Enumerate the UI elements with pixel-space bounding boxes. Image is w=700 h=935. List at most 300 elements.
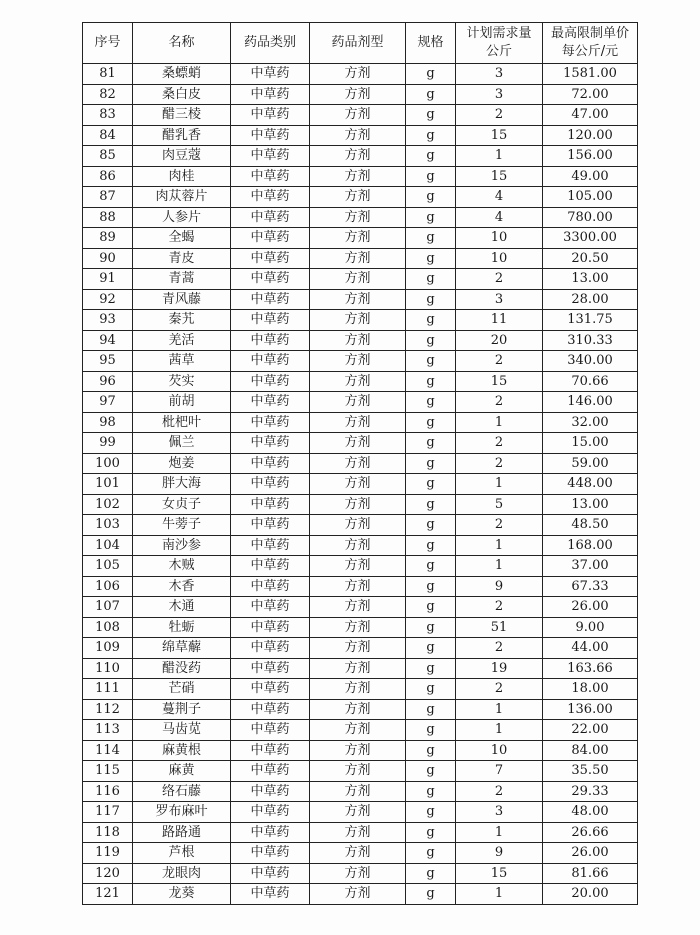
cell-specification: g: [406, 248, 456, 269]
cell-max-unit-price: 131.75: [543, 310, 638, 331]
cell-dosage-form: 方剂: [310, 515, 406, 536]
herb-price-table: [82, 22, 638, 905]
cell-planned-quantity: 4: [456, 187, 543, 208]
cell-specification: g: [406, 84, 456, 105]
table-row: [83, 576, 638, 597]
cell-dosage-form: 方剂: [310, 392, 406, 413]
cell-planned-quantity: 15: [456, 125, 543, 146]
cell-dosage-form: 方剂: [310, 658, 406, 679]
cell-max-unit-price: 15.00: [543, 433, 638, 454]
cell-name: 马齿苋: [133, 720, 231, 741]
table-row: [83, 207, 638, 228]
cell-planned-quantity: 10: [456, 740, 543, 761]
cell-specification: g: [406, 781, 456, 802]
cell-drug-category: 中草药: [231, 884, 310, 905]
cell-drug-category: 中草药: [231, 248, 310, 269]
cell-drug-category: 中草药: [231, 207, 310, 228]
cell-name: 牛蒡子: [133, 515, 231, 536]
cell-max-unit-price: 48.50: [543, 515, 638, 536]
cell-specification: g: [406, 535, 456, 556]
cell-name: 肉桂: [133, 166, 231, 187]
cell-specification: g: [406, 453, 456, 474]
cell-max-unit-price: 72.00: [543, 84, 638, 105]
cell-serial-number: 82: [83, 84, 133, 105]
table-row: [83, 699, 638, 720]
cell-planned-quantity: 51: [456, 617, 543, 638]
cell-dosage-form: 方剂: [310, 453, 406, 474]
cell-drug-category: 中草药: [231, 84, 310, 105]
header-planned-quantity: [456, 23, 543, 64]
table-row: [83, 166, 638, 187]
cell-name: 茜草: [133, 351, 231, 372]
table-row: [83, 330, 638, 351]
cell-max-unit-price: 29.33: [543, 781, 638, 802]
cell-specification: g: [406, 166, 456, 187]
cell-planned-quantity: 1: [456, 556, 543, 577]
cell-serial-number: 111: [83, 679, 133, 700]
cell-dosage-form: 方剂: [310, 679, 406, 700]
cell-name: 肉苁蓉片: [133, 187, 231, 208]
cell-max-unit-price: 120.00: [543, 125, 638, 146]
cell-serial-number: 120: [83, 863, 133, 884]
cell-drug-category: 中草药: [231, 781, 310, 802]
cell-dosage-form: 方剂: [310, 310, 406, 331]
cell-max-unit-price: 28.00: [543, 289, 638, 310]
cell-planned-quantity: 1: [456, 699, 543, 720]
cell-specification: g: [406, 494, 456, 515]
cell-planned-quantity: 9: [456, 843, 543, 864]
cell-name: 牡蛎: [133, 617, 231, 638]
cell-serial-number: 87: [83, 187, 133, 208]
cell-serial-number: 84: [83, 125, 133, 146]
table-row: [83, 720, 638, 741]
cell-drug-category: 中草药: [231, 371, 310, 392]
header-specification: 规格: [406, 23, 456, 64]
cell-planned-quantity: 3: [456, 289, 543, 310]
header-max-unit-price: [543, 23, 638, 64]
cell-name: 路路通: [133, 822, 231, 843]
cell-specification: g: [406, 310, 456, 331]
cell-planned-quantity: 1: [456, 535, 543, 556]
header-planned-quantity-line1: 计划需求量: [466, 26, 532, 41]
cell-specification: g: [406, 207, 456, 228]
cell-specification: g: [406, 474, 456, 495]
cell-planned-quantity: 1: [456, 146, 543, 167]
cell-serial-number: 118: [83, 822, 133, 843]
cell-drug-category: 中草药: [231, 351, 310, 372]
cell-drug-category: 中草药: [231, 330, 310, 351]
cell-serial-number: 104: [83, 535, 133, 556]
cell-serial-number: 121: [83, 884, 133, 905]
header-planned-quantity-unit: 公斤: [485, 44, 512, 59]
cell-max-unit-price: 37.00: [543, 556, 638, 577]
table-row: [83, 310, 638, 331]
cell-serial-number: 86: [83, 166, 133, 187]
cell-serial-number: 94: [83, 330, 133, 351]
cell-drug-category: 中草药: [231, 638, 310, 659]
header-dosage-form: 药品剂型: [310, 23, 406, 64]
cell-planned-quantity: 2: [456, 351, 543, 372]
cell-serial-number: 89: [83, 228, 133, 249]
cell-planned-quantity: 19: [456, 658, 543, 679]
table-row: [83, 392, 638, 413]
cell-specification: g: [406, 658, 456, 679]
cell-specification: g: [406, 412, 456, 433]
cell-drug-category: 中草药: [231, 125, 310, 146]
table-row: [83, 679, 638, 700]
header-max-unit-price-line1: 最高限制单价: [550, 26, 629, 41]
cell-planned-quantity: 1: [456, 412, 543, 433]
cell-specification: g: [406, 187, 456, 208]
cell-name: 人参片: [133, 207, 231, 228]
table-row: [83, 884, 638, 905]
cell-planned-quantity: 10: [456, 228, 543, 249]
cell-max-unit-price: 163.66: [543, 658, 638, 679]
cell-planned-quantity: 2: [456, 453, 543, 474]
table-row: [83, 658, 638, 679]
cell-planned-quantity: 2: [456, 597, 543, 618]
cell-drug-category: 中草药: [231, 658, 310, 679]
cell-dosage-form: 方剂: [310, 474, 406, 495]
cell-planned-quantity: 2: [456, 515, 543, 536]
cell-dosage-form: 方剂: [310, 863, 406, 884]
table-row: [83, 187, 638, 208]
cell-max-unit-price: 340.00: [543, 351, 638, 372]
table-row: [83, 802, 638, 823]
cell-dosage-form: 方剂: [310, 146, 406, 167]
cell-specification: g: [406, 351, 456, 372]
cell-planned-quantity: 20: [456, 330, 543, 351]
cell-max-unit-price: 136.00: [543, 699, 638, 720]
cell-specification: g: [406, 105, 456, 126]
cell-max-unit-price: 49.00: [543, 166, 638, 187]
cell-name: 枇杷叶: [133, 412, 231, 433]
cell-planned-quantity: 1: [456, 822, 543, 843]
cell-max-unit-price: 48.00: [543, 802, 638, 823]
table-body: [83, 64, 638, 905]
cell-max-unit-price: 146.00: [543, 392, 638, 413]
cell-serial-number: 116: [83, 781, 133, 802]
cell-max-unit-price: 156.00: [543, 146, 638, 167]
cell-serial-number: 83: [83, 105, 133, 126]
cell-dosage-form: 方剂: [310, 843, 406, 864]
cell-dosage-form: 方剂: [310, 289, 406, 310]
cell-planned-quantity: 9: [456, 576, 543, 597]
table-row: [83, 822, 638, 843]
cell-name: 炮姜: [133, 453, 231, 474]
cell-name: 木香: [133, 576, 231, 597]
table-row: [83, 351, 638, 372]
cell-serial-number: 115: [83, 761, 133, 782]
cell-drug-category: 中草药: [231, 515, 310, 536]
cell-max-unit-price: 1581.00: [543, 64, 638, 85]
cell-serial-number: 119: [83, 843, 133, 864]
cell-serial-number: 91: [83, 269, 133, 290]
cell-drug-category: 中草药: [231, 310, 310, 331]
cell-name: 芡实: [133, 371, 231, 392]
cell-max-unit-price: 26.66: [543, 822, 638, 843]
cell-max-unit-price: 168.00: [543, 535, 638, 556]
cell-planned-quantity: 2: [456, 679, 543, 700]
cell-name: 青风藤: [133, 289, 231, 310]
cell-dosage-form: 方剂: [310, 740, 406, 761]
cell-drug-category: 中草药: [231, 863, 310, 884]
table-row: [83, 433, 638, 454]
cell-name: 秦艽: [133, 310, 231, 331]
cell-name: 醋没药: [133, 658, 231, 679]
cell-dosage-form: 方剂: [310, 556, 406, 577]
cell-max-unit-price: 105.00: [543, 187, 638, 208]
table-header-row: [83, 23, 638, 64]
cell-dosage-form: 方剂: [310, 884, 406, 905]
cell-planned-quantity: 2: [456, 392, 543, 413]
cell-name: 醋乳香: [133, 125, 231, 146]
header-serial-number: 序号: [83, 23, 133, 64]
cell-serial-number: 102: [83, 494, 133, 515]
cell-serial-number: 90: [83, 248, 133, 269]
cell-drug-category: 中草药: [231, 822, 310, 843]
cell-drug-category: 中草药: [231, 105, 310, 126]
cell-specification: g: [406, 802, 456, 823]
cell-drug-category: 中草药: [231, 597, 310, 618]
table-row: [83, 453, 638, 474]
cell-dosage-form: 方剂: [310, 433, 406, 454]
table-row: [83, 125, 638, 146]
table-row: [83, 105, 638, 126]
cell-name: 青皮: [133, 248, 231, 269]
cell-drug-category: 中草药: [231, 740, 310, 761]
cell-name: 醋三棱: [133, 105, 231, 126]
cell-max-unit-price: 9.00: [543, 617, 638, 638]
cell-name: 芒硝: [133, 679, 231, 700]
cell-dosage-form: 方剂: [310, 187, 406, 208]
cell-max-unit-price: 310.33: [543, 330, 638, 351]
cell-specification: g: [406, 863, 456, 884]
cell-drug-category: 中草药: [231, 617, 310, 638]
cell-specification: g: [406, 269, 456, 290]
cell-planned-quantity: 3: [456, 84, 543, 105]
table-row: [83, 781, 638, 802]
cell-dosage-form: 方剂: [310, 802, 406, 823]
cell-specification: g: [406, 597, 456, 618]
cell-max-unit-price: 84.00: [543, 740, 638, 761]
cell-planned-quantity: 1: [456, 884, 543, 905]
cell-name: 络石藤: [133, 781, 231, 802]
cell-dosage-form: 方剂: [310, 228, 406, 249]
cell-max-unit-price: 32.00: [543, 412, 638, 433]
cell-max-unit-price: 13.00: [543, 269, 638, 290]
cell-specification: g: [406, 228, 456, 249]
cell-max-unit-price: 18.00: [543, 679, 638, 700]
cell-dosage-form: 方剂: [310, 330, 406, 351]
cell-max-unit-price: 448.00: [543, 474, 638, 495]
cell-dosage-form: 方剂: [310, 781, 406, 802]
cell-specification: g: [406, 125, 456, 146]
cell-name: 龙葵: [133, 884, 231, 905]
cell-serial-number: 101: [83, 474, 133, 495]
cell-dosage-form: 方剂: [310, 699, 406, 720]
cell-dosage-form: 方剂: [310, 166, 406, 187]
cell-drug-category: 中草药: [231, 535, 310, 556]
cell-name: 罗布麻叶: [133, 802, 231, 823]
cell-drug-category: 中草药: [231, 761, 310, 782]
cell-max-unit-price: 81.66: [543, 863, 638, 884]
cell-planned-quantity: 2: [456, 269, 543, 290]
cell-planned-quantity: 2: [456, 638, 543, 659]
table-row: [83, 617, 638, 638]
cell-drug-category: 中草药: [231, 392, 310, 413]
cell-planned-quantity: 10: [456, 248, 543, 269]
cell-serial-number: 93: [83, 310, 133, 331]
cell-serial-number: 109: [83, 638, 133, 659]
cell-name: 木通: [133, 597, 231, 618]
cell-dosage-form: 方剂: [310, 761, 406, 782]
cell-planned-quantity: 7: [456, 761, 543, 782]
table-row: [83, 535, 638, 556]
cell-drug-category: 中草药: [231, 146, 310, 167]
table-row: [83, 84, 638, 105]
table-row: [83, 248, 638, 269]
table-row: [83, 843, 638, 864]
cell-max-unit-price: 13.00: [543, 494, 638, 515]
cell-max-unit-price: 780.00: [543, 207, 638, 228]
cell-drug-category: 中草药: [231, 64, 310, 85]
cell-max-unit-price: 44.00: [543, 638, 638, 659]
cell-serial-number: 92: [83, 289, 133, 310]
cell-drug-category: 中草药: [231, 679, 310, 700]
cell-planned-quantity: 3: [456, 64, 543, 85]
cell-dosage-form: 方剂: [310, 576, 406, 597]
cell-specification: g: [406, 761, 456, 782]
cell-specification: g: [406, 330, 456, 351]
cell-drug-category: 中草药: [231, 289, 310, 310]
cell-drug-category: 中草药: [231, 699, 310, 720]
table-row: [83, 289, 638, 310]
cell-planned-quantity: 2: [456, 433, 543, 454]
cell-serial-number: 85: [83, 146, 133, 167]
cell-planned-quantity: 2: [456, 781, 543, 802]
cell-specification: g: [406, 843, 456, 864]
table-row: [83, 146, 638, 167]
cell-name: 佩兰: [133, 433, 231, 454]
cell-specification: g: [406, 371, 456, 392]
cell-name: 麻黄根: [133, 740, 231, 761]
table-row: [83, 371, 638, 392]
cell-drug-category: 中草药: [231, 433, 310, 454]
cell-planned-quantity: 3: [456, 802, 543, 823]
cell-dosage-form: 方剂: [310, 617, 406, 638]
cell-dosage-form: 方剂: [310, 597, 406, 618]
cell-max-unit-price: 70.66: [543, 371, 638, 392]
cell-max-unit-price: 22.00: [543, 720, 638, 741]
cell-serial-number: 97: [83, 392, 133, 413]
cell-name: 肉豆蔻: [133, 146, 231, 167]
cell-planned-quantity: 5: [456, 494, 543, 515]
cell-specification: g: [406, 433, 456, 454]
cell-dosage-form: 方剂: [310, 720, 406, 741]
cell-dosage-form: 方剂: [310, 638, 406, 659]
cell-max-unit-price: 26.00: [543, 843, 638, 864]
cell-drug-category: 中草药: [231, 166, 310, 187]
cell-dosage-form: 方剂: [310, 105, 406, 126]
cell-name: 蔓荆子: [133, 699, 231, 720]
cell-name: 羌活: [133, 330, 231, 351]
cell-name: 芦根: [133, 843, 231, 864]
cell-specification: g: [406, 740, 456, 761]
cell-drug-category: 中草药: [231, 720, 310, 741]
cell-drug-category: 中草药: [231, 453, 310, 474]
cell-specification: g: [406, 884, 456, 905]
cell-name: 麻黄: [133, 761, 231, 782]
cell-drug-category: 中草药: [231, 474, 310, 495]
cell-specification: g: [406, 146, 456, 167]
cell-planned-quantity: 2: [456, 105, 543, 126]
table-row: [83, 863, 638, 884]
cell-specification: g: [406, 556, 456, 577]
cell-serial-number: 95: [83, 351, 133, 372]
table-row: [83, 638, 638, 659]
cell-drug-category: 中草药: [231, 187, 310, 208]
cell-specification: g: [406, 515, 456, 536]
cell-name: 青蒿: [133, 269, 231, 290]
cell-dosage-form: 方剂: [310, 84, 406, 105]
cell-max-unit-price: 59.00: [543, 453, 638, 474]
cell-dosage-form: 方剂: [310, 207, 406, 228]
table-row: [83, 474, 638, 495]
cell-max-unit-price: 67.33: [543, 576, 638, 597]
cell-max-unit-price: 47.00: [543, 105, 638, 126]
cell-dosage-form: 方剂: [310, 64, 406, 85]
header-drug-category: 药品类别: [231, 23, 310, 64]
cell-planned-quantity: 15: [456, 166, 543, 187]
cell-specification: g: [406, 617, 456, 638]
cell-serial-number: 100: [83, 453, 133, 474]
cell-specification: g: [406, 720, 456, 741]
cell-serial-number: 88: [83, 207, 133, 228]
cell-specification: g: [406, 64, 456, 85]
cell-name: 女贞子: [133, 494, 231, 515]
cell-specification: g: [406, 289, 456, 310]
cell-dosage-form: 方剂: [310, 248, 406, 269]
cell-specification: g: [406, 638, 456, 659]
cell-serial-number: 112: [83, 699, 133, 720]
table-row: [83, 269, 638, 290]
cell-planned-quantity: 15: [456, 863, 543, 884]
cell-max-unit-price: 20.50: [543, 248, 638, 269]
cell-dosage-form: 方剂: [310, 412, 406, 433]
cell-name: 绵草薢: [133, 638, 231, 659]
cell-serial-number: 114: [83, 740, 133, 761]
cell-serial-number: 110: [83, 658, 133, 679]
cell-name: 木贼: [133, 556, 231, 577]
cell-serial-number: 81: [83, 64, 133, 85]
table-row: [83, 494, 638, 515]
cell-dosage-form: 方剂: [310, 822, 406, 843]
cell-name: 前胡: [133, 392, 231, 413]
cell-planned-quantity: 1: [456, 474, 543, 495]
cell-serial-number: 103: [83, 515, 133, 536]
cell-serial-number: 98: [83, 412, 133, 433]
cell-serial-number: 117: [83, 802, 133, 823]
cell-planned-quantity: 15: [456, 371, 543, 392]
cell-specification: g: [406, 392, 456, 413]
cell-name: 全蝎: [133, 228, 231, 249]
table-row: [83, 228, 638, 249]
cell-specification: g: [406, 699, 456, 720]
cell-specification: g: [406, 576, 456, 597]
cell-serial-number: 107: [83, 597, 133, 618]
cell-specification: g: [406, 822, 456, 843]
